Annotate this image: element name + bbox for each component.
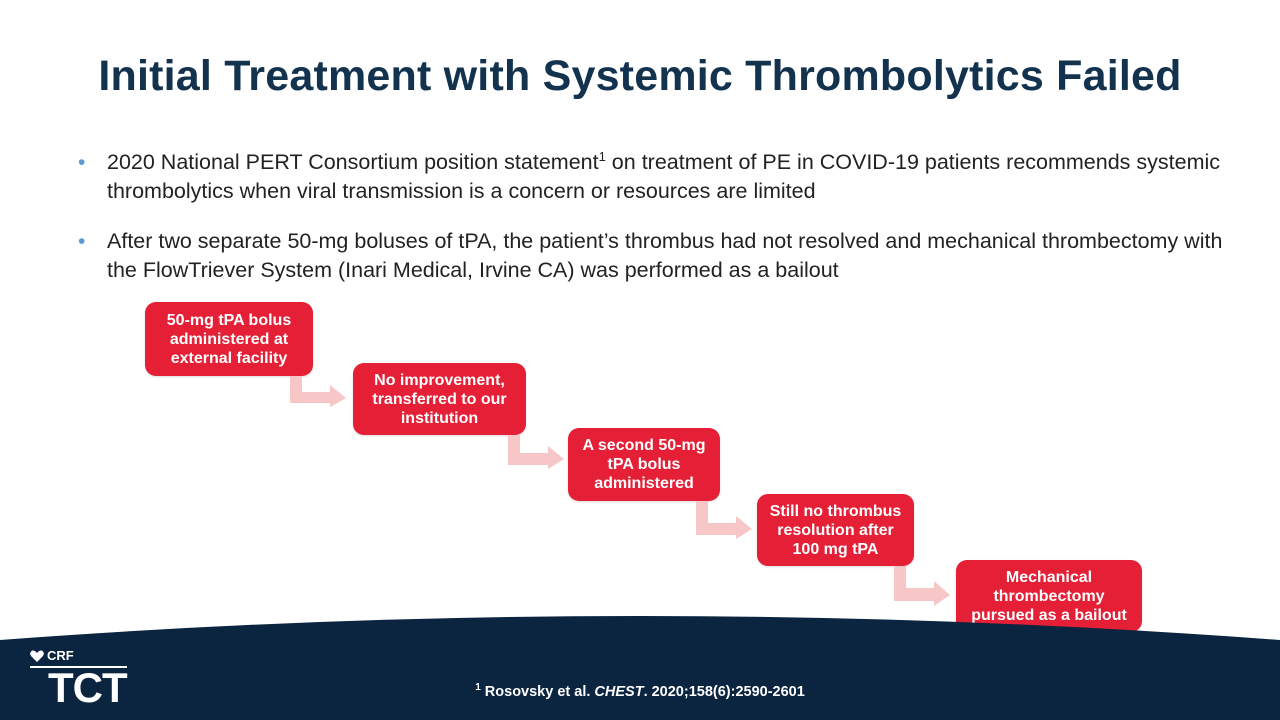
bullet-item xyxy=(78,227,1228,285)
elbow-arrow-icon xyxy=(288,376,350,408)
flow-step-4 xyxy=(757,494,914,566)
flow-step-label: Still no thrombus resolution after 100 mg tPA xyxy=(769,502,902,558)
elbow-arrow-icon xyxy=(506,435,568,471)
flow-step-label: A second 50-mg tPA bolus administered xyxy=(582,437,706,492)
footnote-marker: 1 xyxy=(598,148,606,164)
flow-step-2 xyxy=(353,363,526,435)
bullet-text-part: 2020 National PERT Consortium position statement xyxy=(107,150,599,174)
bullet-list xyxy=(78,148,1228,306)
crf-logo-text: CRF xyxy=(47,648,74,663)
elbow-arrow-icon xyxy=(694,501,756,541)
bullet-item xyxy=(78,148,1228,206)
heart-icon xyxy=(30,650,44,662)
footnote-citation xyxy=(0,682,1280,700)
flow-step-label: No improvement, transferred to our institution xyxy=(372,371,507,427)
flow-step-label: Mechanical thrombectomy pursued as a bailout xyxy=(971,568,1127,624)
citation-journal: CHEST xyxy=(594,683,644,700)
tct-logo-text: TCT xyxy=(48,664,127,711)
citation-marker: 1 xyxy=(475,682,481,693)
bullet-dot-icon: • xyxy=(78,151,86,174)
flow-step-label: 50-mg tPA bolus administered at external facility xyxy=(166,311,292,367)
citation-details: . 2020;158(6):2590-2601 xyxy=(643,683,805,700)
bullet-text-part: on treatment of PE in COVID-19 patients recommends systemic thrombolytics when viral transmission is a concern or resources are limited xyxy=(107,150,1221,203)
footer-band xyxy=(0,600,1280,720)
slide-title: Initial Treatment with Systemic Thrombolytics Failed xyxy=(98,52,1182,100)
flow-step-1 xyxy=(145,302,313,376)
bullet-text: After two separate 50-mg boluses of tPA, the patient’s thrombus had not resolved and mechanical thrombectomy with the FlowTriever System (Inari Medical, Irvine CA) was performed as a bailout xyxy=(107,229,1223,282)
crf-logo xyxy=(30,648,74,663)
citation-authors: Rosovsky et al. xyxy=(484,683,591,700)
tct-logo xyxy=(30,648,140,710)
flow-step-3 xyxy=(568,428,720,501)
bullet-dot-icon: • xyxy=(78,230,86,253)
